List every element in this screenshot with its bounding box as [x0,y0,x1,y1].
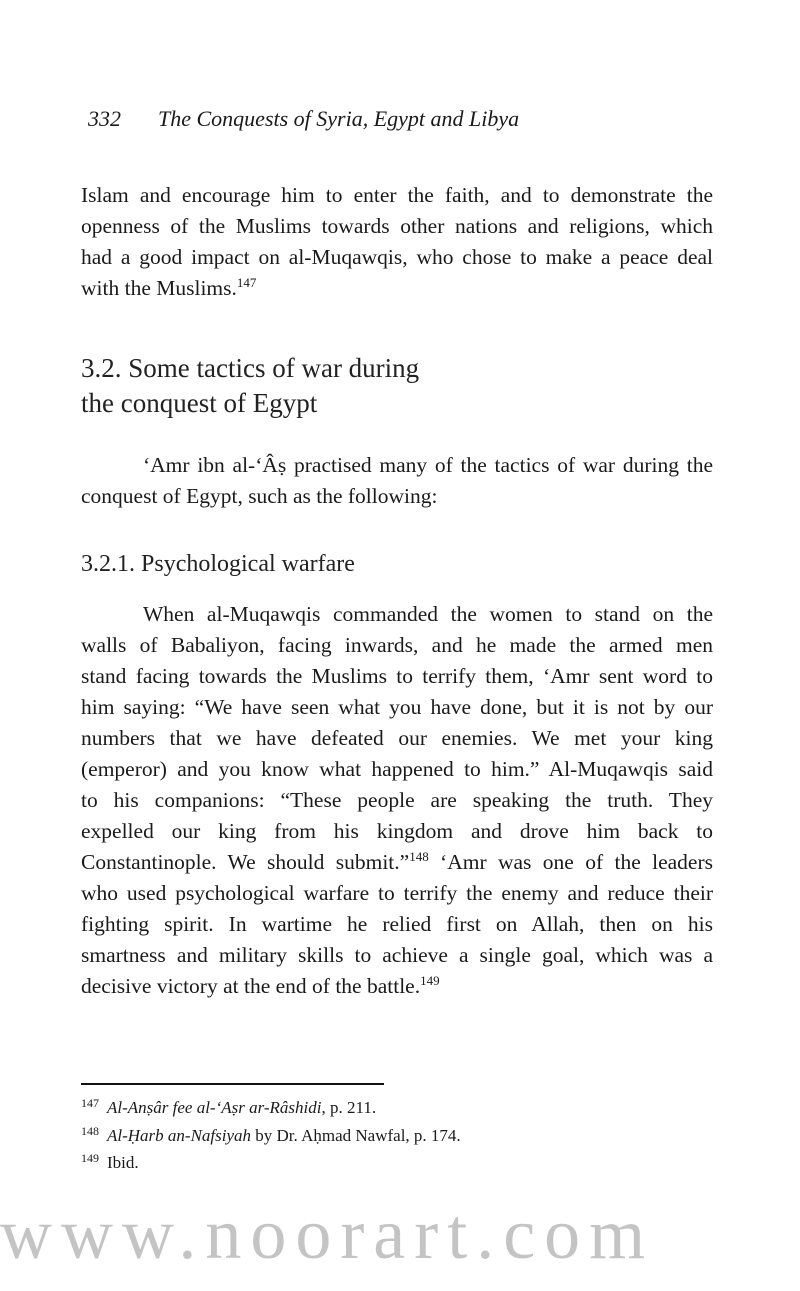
text-segment: walls of Babaliyon, facing inwards, and he made the armed men [81,633,713,657]
footnotes [81,1094,461,1177]
text-segment: When al-Muqawqis commanded the women to stand on the [143,602,713,626]
footnote-marker: 148 [409,849,429,864]
text-line [81,940,713,971]
text-line [81,661,713,692]
footnote-marker: 147 [81,1096,99,1110]
text-segment: ‘Amr ibn al-‘Âṣ practised many of the tactics of war during the [143,453,713,477]
text-line [81,816,713,847]
text-segment: to his companions: “These people are speaking the truth. They [81,788,713,812]
page-number: 332 [88,106,121,131]
footnote [81,1094,461,1122]
citation-title: Al-Anṣâr fee al-‘Aṣr ar-Râshidi [107,1098,322,1117]
text-line [81,785,713,816]
text-line [81,630,713,661]
text-line [81,481,713,512]
text-segment: (emperor) and you know what happened to him.” Al-Muqawqis said [81,757,713,781]
text-segment: numbers that we have defeated our enemies. We met your king [81,726,713,750]
footnote [81,1122,461,1150]
paragraph-tactics-intro [81,450,713,512]
text-segment: by Dr. Aḥmad Nawfal, p. 174. [251,1125,461,1145]
text-segment: Constantinople. We should submit.” [81,850,410,874]
text-line [81,242,713,273]
running-header [88,106,519,132]
watermark: www.noorart.com [0,1194,655,1274]
text-segment: smartness and military skills to achieve a single goal, which was a [81,943,713,967]
text-line [81,878,713,909]
footnote-marker: 147 [236,275,257,290]
footnote-marker: 149 [81,1151,99,1165]
text-segment: Ibid. [107,1153,139,1172]
paragraph-psychological-warfare [81,599,713,1002]
text-line [81,692,713,723]
heading-line: the conquest of Egypt [81,388,318,418]
text-line [81,847,713,878]
footnote-marker: 148 [81,1123,99,1138]
text-segment: stand facing towards the Muslims to terrify them, ‘Amr sent word to [81,664,713,688]
text-segment: openness of the Muslims towards other nations and religions, which [81,214,713,238]
text-segment: Islam and encourage him to enter the faith, and to demonstrate the [81,183,713,207]
text-line [81,754,713,785]
text-segment: fighting spirit. In wartime he relied first on Allah, then on his [81,912,713,936]
footnote-marker: 149 [420,973,440,988]
running-title: The Conquests of Syria, Egypt and Libya [158,106,520,131]
text-line [81,971,713,1002]
paragraph-intro [81,180,713,304]
text-line [81,909,713,940]
subsection-heading-3-2-1: 3.2.1. Psychological warfare [81,551,355,577]
text-segment: had a good impact on al-Muqawqis, who chose to make a peace deal [81,245,713,269]
footnote [81,1149,461,1177]
text-segment: , p. 211. [321,1098,377,1117]
footnote-divider [81,1083,384,1085]
text-segment: decisive victory at the end of the battle. [81,974,421,998]
text-line [81,599,713,630]
text-segment: expelled our king from his kingdom and drove him back to [81,819,713,843]
text-line [81,273,713,304]
text-segment: ‘Amr was one of the leaders [428,850,713,874]
text-segment: conquest of Egypt, such as the following: [81,484,438,508]
text-segment: who used psychological warfare to terrify the enemy and reduce their [81,881,713,905]
text-segment: him saying: “We have seen what you have done, but it is not by our [81,695,713,719]
text-line [81,450,713,481]
heading-line: 3.2. Some tactics of war during [81,353,420,383]
text-segment: with the Muslims. [81,276,237,300]
text-line [81,180,713,211]
section-heading-3-2 [81,351,419,421]
citation-title: Al-Ḥarb an-Nafsiyah [107,1125,252,1145]
text-line [81,723,713,754]
text-line [81,211,713,242]
